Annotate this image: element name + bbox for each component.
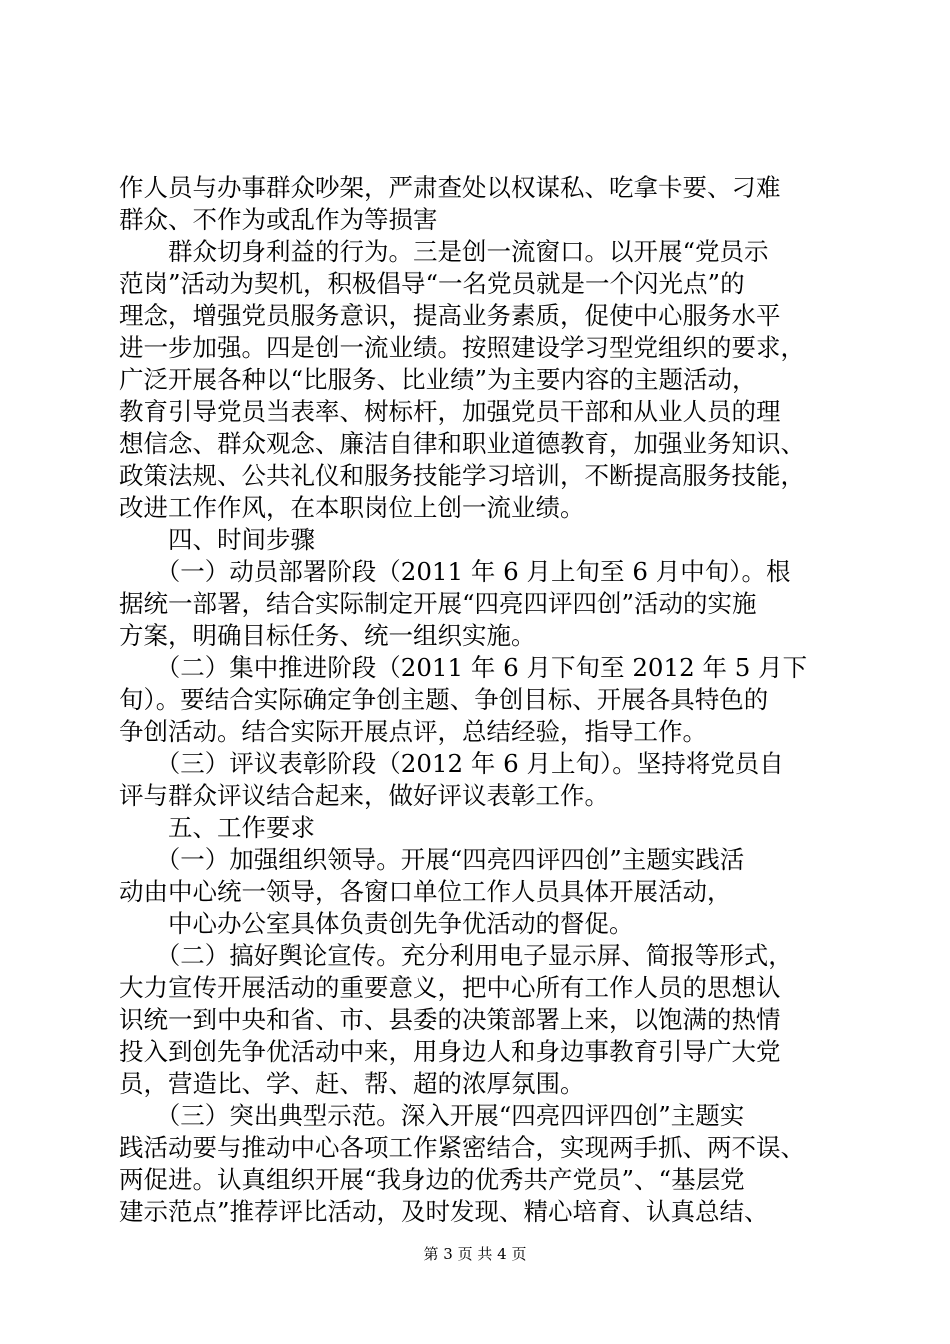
body-line: （一）动员部署阶段（2011 年 6 月上旬至 6 月中旬）。根 xyxy=(119,557,791,586)
body-line: 改进工作作风，在本职岗位上创一流业绩。 xyxy=(119,493,585,522)
body-line: 范岗”活动为契机，积极倡导“一名党员就是一个闪光点”的 xyxy=(119,269,745,298)
body-line: （二）集中推进阶段（2011 年 6 月下旬至 2012 年 5 月下 xyxy=(119,653,808,682)
section-heading: 四、时间步骤 xyxy=(119,525,315,554)
body-line: 大力宣传开展活动的重要意义，把中心所有工作人员的思想认 xyxy=(119,973,781,1002)
body-line: （二）搞好舆论宣传。充分利用电子显示屏、简报等形式， xyxy=(119,941,793,970)
body-line: 群众、不作为或乱作为等损害 xyxy=(119,205,438,234)
body-line: 评与群众评议结合起来，做好评议表彰工作。 xyxy=(119,781,609,810)
body-line: 广泛开展各种以“比服务、比业绩”为主要内容的主题活动， xyxy=(119,365,757,394)
body-line: 两促进。认真组织开展“我身边的优秀共产党员”、“基层党 xyxy=(119,1165,745,1194)
page-number: 第 3 页 共 4 页 xyxy=(423,1245,527,1263)
body-line: 争创活动。结合实际开展点评，总结经验，指导工作。 xyxy=(119,717,707,746)
body-line: 据统一部署，结合实际制定开展“四亮四评四创”活动的实施 xyxy=(119,589,757,618)
body-line: 教育引导党员当表率、树标杆，加强党员干部和从业人员的理 xyxy=(119,397,781,426)
body-line: 投入到创先争优活动中来，用身边人和身边事教育引导广大党 xyxy=(119,1037,781,1066)
body-line: （三）评议表彰阶段（2012 年 6 月上旬）。坚持将党员自 xyxy=(119,749,784,778)
body-line: 动由中心统一领导，各窗口单位工作人员具体开展活动， xyxy=(119,877,732,906)
body-line: （三）突出典型示范。深入开展“四亮四评四创”主题实 xyxy=(119,1101,745,1130)
body-line: 政策法规、公共礼仪和服务技能学习培训，不断提高服务技能， xyxy=(119,461,805,490)
body-line: 中心办公室具体负责创先争优活动的督促。 xyxy=(119,909,634,938)
body-line: 群众切身利益的行为。三是创一流窗口。以开展“党员示 xyxy=(119,237,769,266)
body-line: 进一步加强。四是创一流业绩。按照建设学习型党组织的要求， xyxy=(119,333,805,362)
body-line: 践活动要与推动中心各项工作紧密结合，实现两手抓、两不误、 xyxy=(119,1133,805,1162)
body-line: 建示范点”推荐评比活动，及时发现、精心培育、认真总结、 xyxy=(119,1197,769,1226)
body-line: 员，营造比、学、赶、帮、超的浓厚氛围。 xyxy=(119,1069,585,1098)
body-line: 作人员与办事群众吵架，严肃查处以权谋私、吃拿卡要、刁难 xyxy=(119,173,781,202)
body-line: 方案，明确目标任务、统一组织实施。 xyxy=(119,621,536,650)
body-line: 理念，增强党员服务意识，提高业务素质，促使中心服务水平 xyxy=(119,301,781,330)
body-line: （一）加强组织领导。开展“四亮四评四创”主题实践活 xyxy=(119,845,745,874)
section-heading: 五、工作要求 xyxy=(119,813,315,842)
body-line: 旬）。要结合实际确定争创主题、争创目标、开展各具特色的 xyxy=(119,685,769,714)
body-line: 识统一到中央和省、市、县委的决策部署上来，以饱满的热情 xyxy=(119,1005,781,1034)
body-line: 想信念、群众观念、廉洁自律和职业道德教育，加强业务知识、 xyxy=(119,429,805,458)
